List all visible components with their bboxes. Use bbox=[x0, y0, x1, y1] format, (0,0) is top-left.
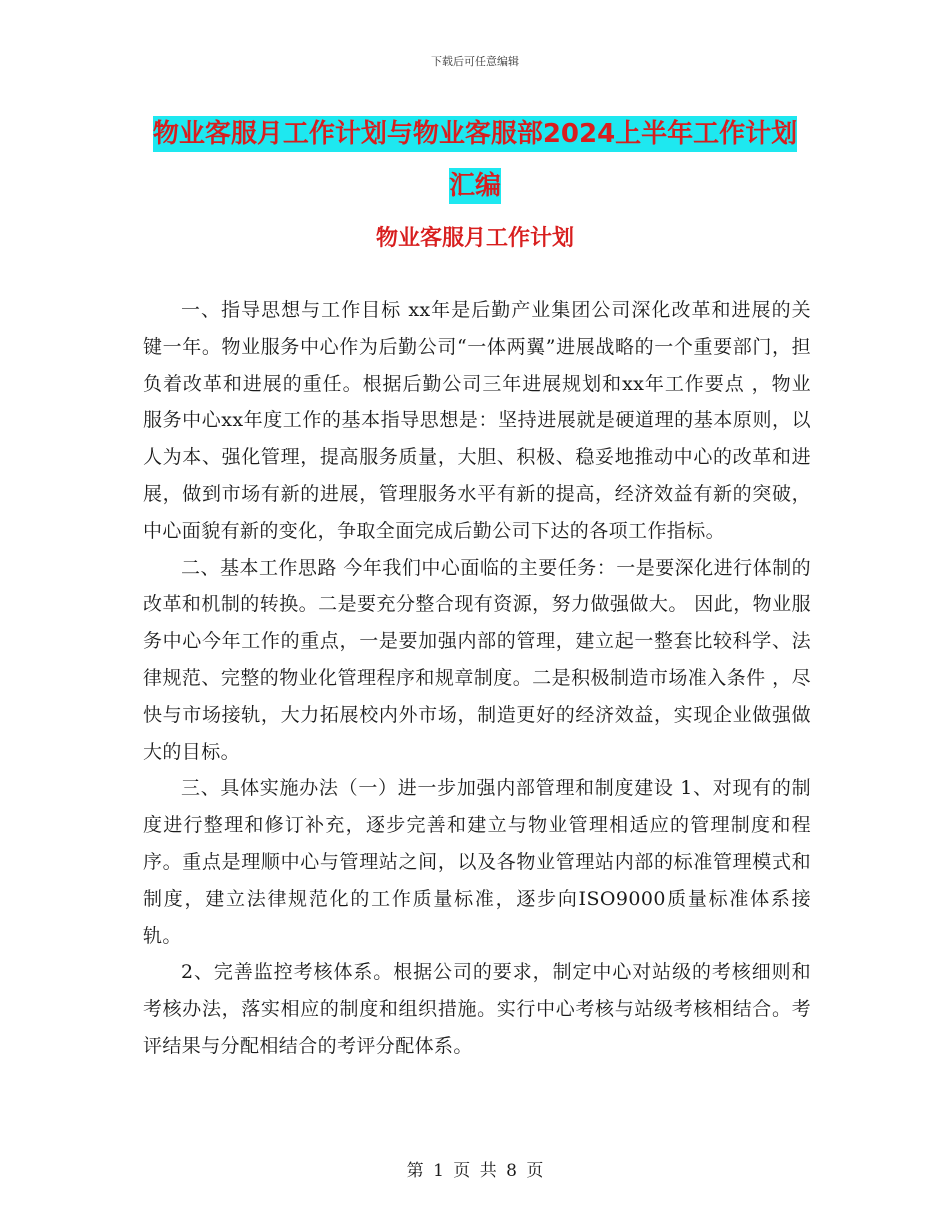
document-title bbox=[140, 108, 810, 212]
page-header-note: 下载后可任意编辑 bbox=[431, 55, 519, 68]
paragraph-4: 2、完善监控考核体系。根据公司的要求，制定中心对站级的考核细则和考核办法，落实相应的制度和组织措施。实行中心考核与站级考核相结合。考评结果与分配相结合的考评分配体系。 bbox=[143, 961, 811, 1057]
paragraph-2: 二、基本工作思路 今年我们中心面临的主要任务：一是要深化进行体制的改革和机制的转换。二是要充分整合现有资源，努力做强做大。 因此，物业服务中心今年工作的重点，一是要加强内部的管理，建立起一整套比较科学、法律规范、完整的物业化管理程序和规章制度。二是积极制造市场准入条件 ，尽快与市场接轨，大力拓展校内外市场，制造更好的经济效益，实现企业做强做大的目标。 bbox=[143, 556, 811, 763]
document-title-text: 物业客服月工作计划与物业客服部2024上半年工作计划汇编 bbox=[153, 116, 797, 204]
paragraph-3: 三、具体实施办法（一）进一步加强内部管理和制度建设 1、对现有的制度进行整理和修订补充，逐步完善和建立与物业管理相适应的管理制度和程序。重点是理顺中心与管理站之间，以及各物业管理站内部的标准管理模式和制度，建立法律规范化的工作质量标准，逐步向ISO9000质量标准体系接轨。 bbox=[143, 777, 811, 947]
section-title: 物业客服月工作计划 bbox=[375, 226, 574, 251]
page-number-footer: 第 1 页 共 8 页 bbox=[406, 1161, 544, 1181]
paragraph-1: 一、指导思想与工作目标 xx年是后勤产业集团公司深化改革和进展的关键一年。物业服务中心作为后勤公司“一体两翼”进展战略的一个重要部门，担负着改革和进展的重任。根据后勤公司三年进展规划和xx年工作要点 ，物业服务中心xx年度工作的基本指导思想是：坚持进展就是硬道理的基本原则，以人为本、强化管理，提高服务质量，大胆、积极、稳妥地推动中心的改革和进展，做到市场有新的进展，管理服务水平有新的提高，经济效益有新的突破，中心面貌有新的变化，争取全面完成后勤公司下达的各项工作指标。 bbox=[143, 299, 811, 542]
document-body bbox=[143, 292, 811, 1065]
